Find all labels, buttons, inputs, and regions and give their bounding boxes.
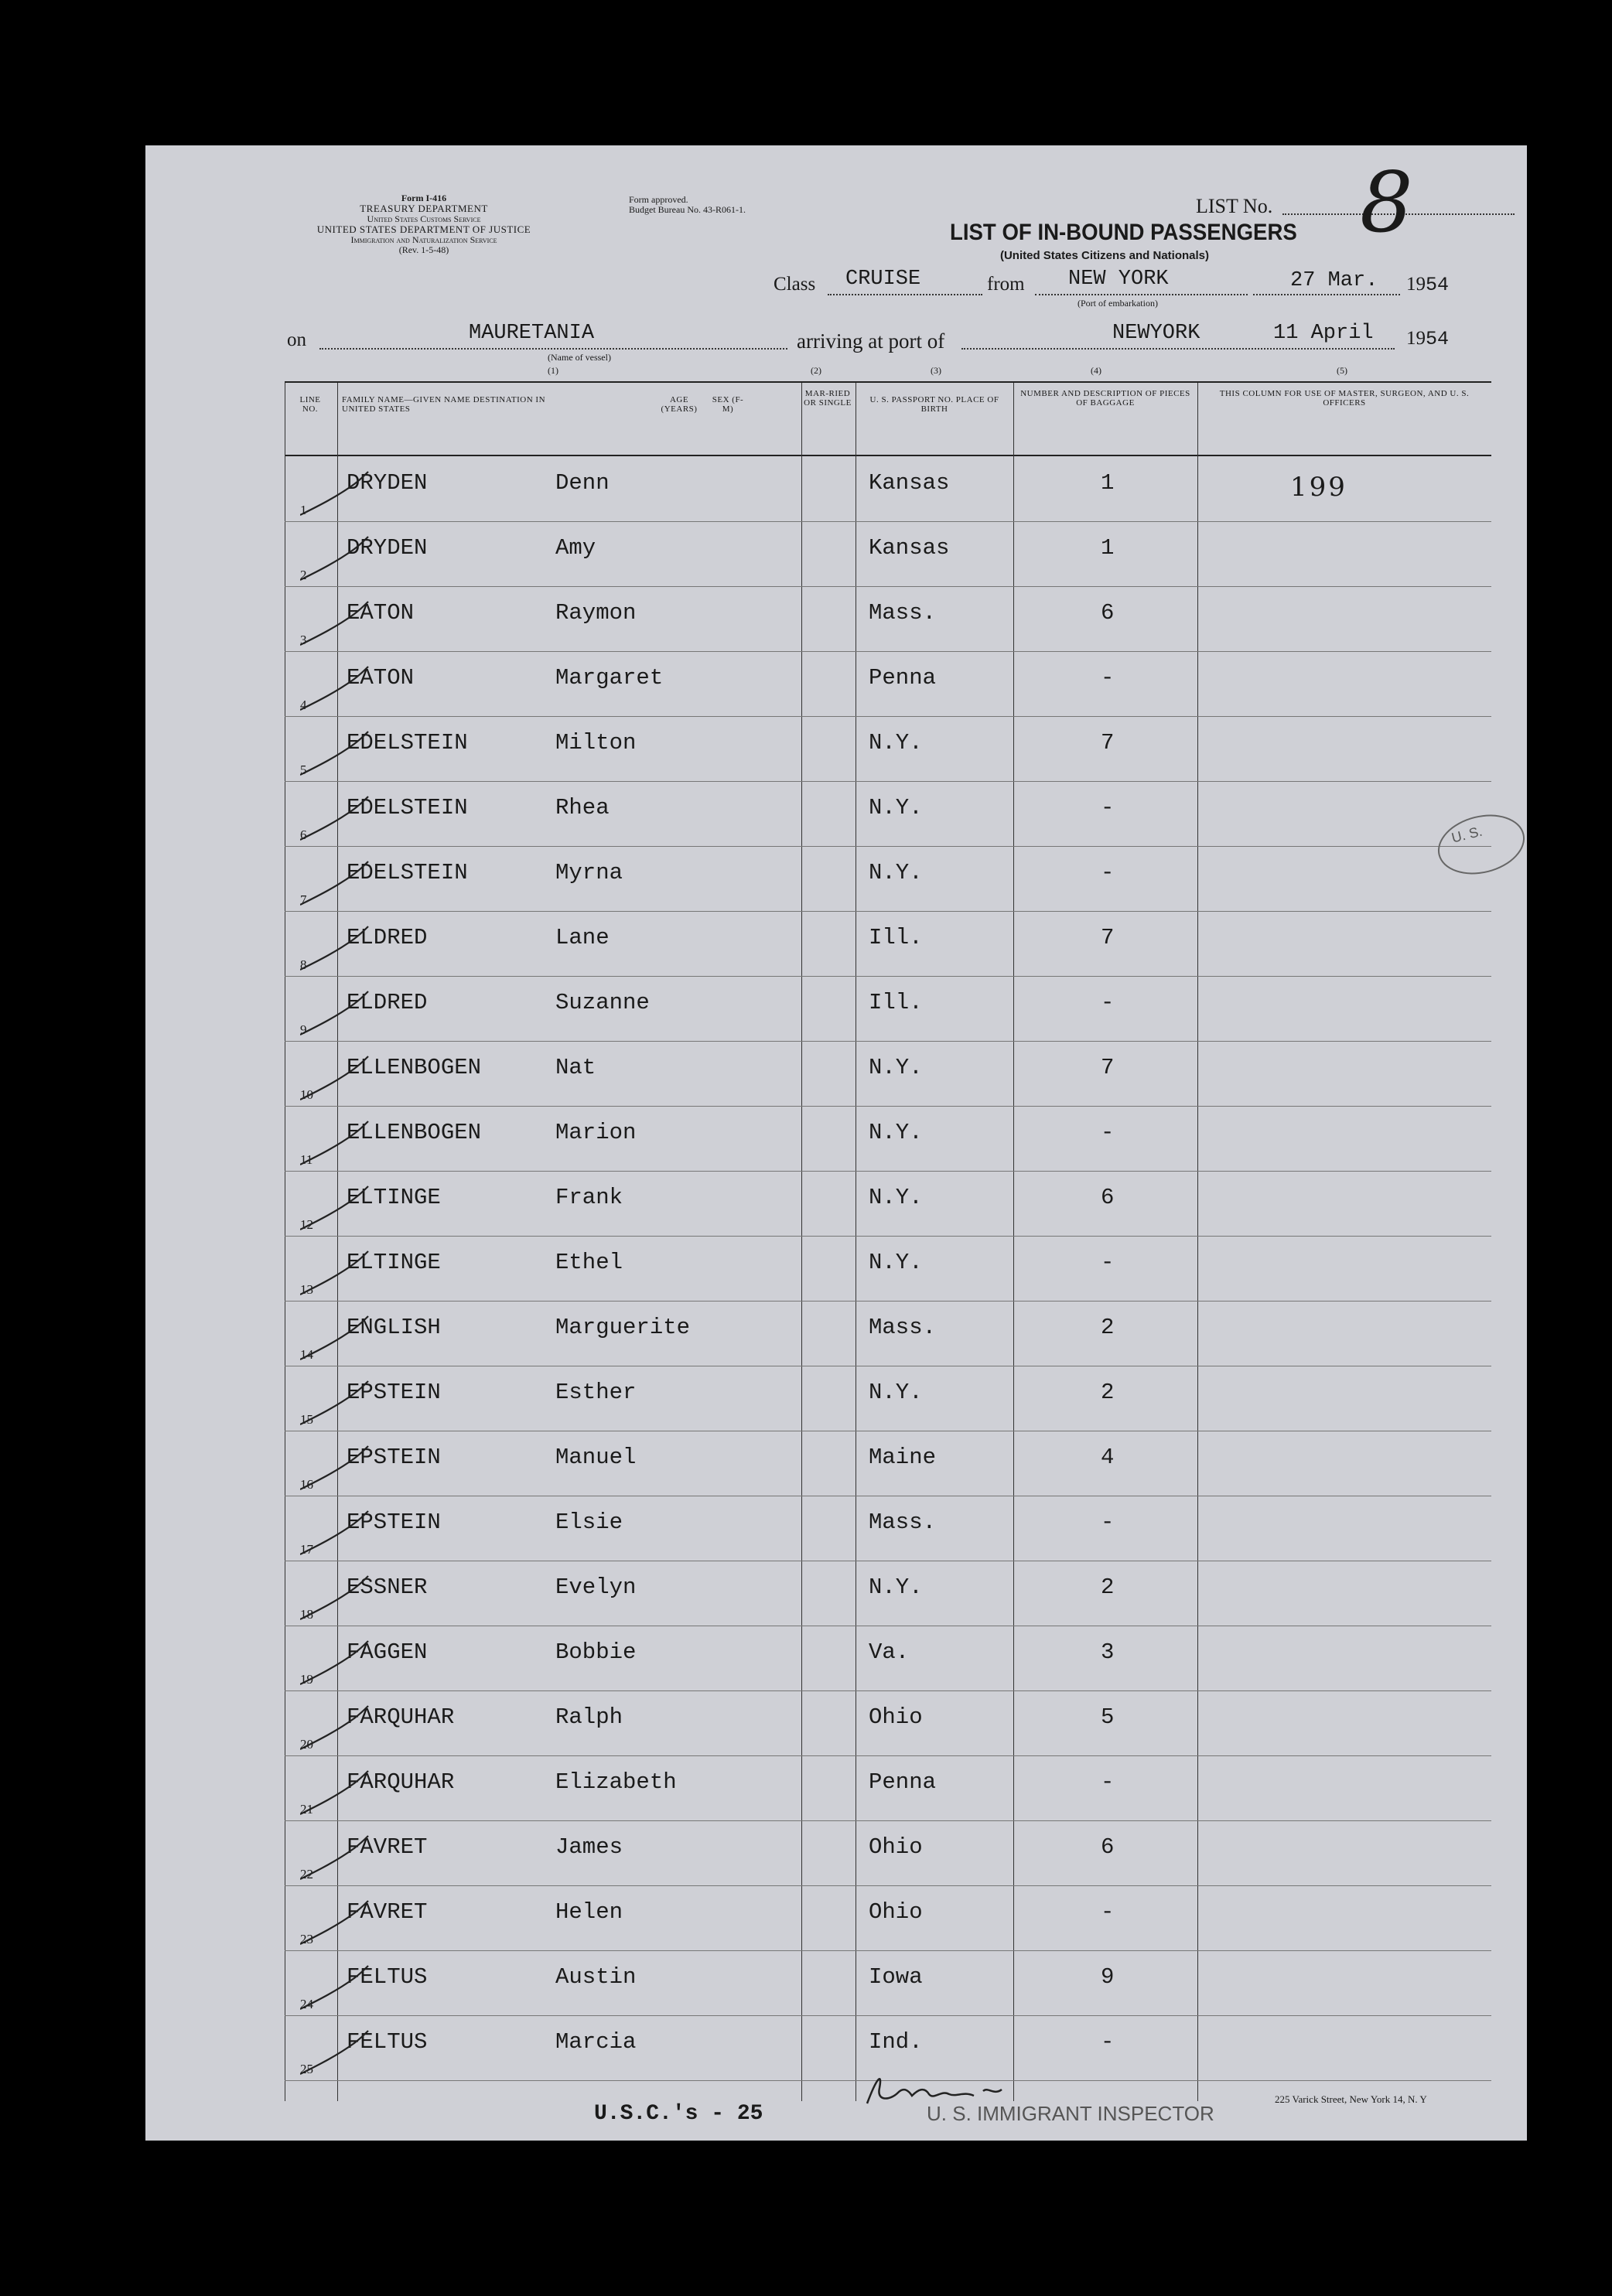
check-mark [300, 1834, 370, 1881]
citizen-total: U.S.C.'s - 25 [594, 2102, 763, 2126]
line-number: 22 [300, 1867, 313, 1881]
arrival-year-digits: 54 [1426, 328, 1450, 350]
baggage-count: 6 [1101, 1185, 1115, 1210]
table-row [285, 1690, 1491, 1756]
family-name: ELTINGE [347, 1250, 441, 1275]
given-name: Suzanne [555, 990, 650, 1015]
list-no-label: LIST No. [1196, 195, 1273, 217]
col-num-1: (1) [548, 365, 558, 376]
ins-service: Immigration and Naturalization Service [350, 234, 497, 245]
place-of-birth: Mass. [869, 600, 937, 626]
family-name: FAGGEN [347, 1639, 428, 1665]
header-line-no: LINE NO. [299, 395, 321, 414]
baggage-count: - [1101, 860, 1115, 885]
check-mark [300, 860, 370, 906]
table-row [285, 1885, 1491, 1951]
given-name: Rhea [555, 795, 610, 820]
check-mark [300, 1445, 370, 1491]
table-row [285, 1950, 1491, 2016]
table-row [285, 1431, 1491, 1496]
check-mark [300, 990, 370, 1036]
given-name: Nat [555, 1055, 596, 1080]
table-row [285, 1106, 1491, 1172]
baggage-count: - [1101, 2029, 1115, 2055]
place-of-birth: Kansas [869, 470, 950, 496]
line-number: 25 [300, 2062, 313, 2076]
given-name: Amy [555, 535, 596, 561]
check-mark [300, 2029, 370, 2076]
header-passport: U. S. PASSPORT NO. PLACE OF BIRTH [869, 395, 999, 414]
depart-year-digits: 54 [1426, 274, 1450, 296]
table-row [285, 1236, 1491, 1302]
header-name: FAMILY NAME—GIVEN NAME DESTINATION IN UNITED STATES [342, 395, 546, 414]
header-age: AGE (YEARS) [661, 395, 698, 414]
baggage-count: 7 [1101, 1055, 1115, 1080]
from-value: NEW YORK [1068, 268, 1169, 291]
check-mark [300, 600, 370, 646]
check-mark [300, 1510, 370, 1556]
budget-text: Budget Bureau No. 43-R061-1. [629, 204, 746, 215]
baggage-count: 7 [1101, 925, 1115, 950]
place-of-birth: Ill. [869, 925, 923, 950]
arrival-port: NEWYORK [1112, 322, 1200, 345]
baggage-count: 9 [1101, 1964, 1115, 1990]
baggage-count: - [1101, 795, 1115, 820]
class-line [828, 294, 982, 295]
given-name: Marion [555, 1120, 637, 1145]
stamp-text: U. S. [1450, 823, 1484, 846]
family-name: EPSTEIN [347, 1510, 441, 1535]
line-number: 24 [300, 1997, 313, 2011]
baggage-count: - [1101, 1510, 1115, 1535]
header-sex: SEX (F-M) [712, 395, 744, 414]
check-mark [300, 665, 370, 711]
table-row [285, 1626, 1491, 1691]
given-name: Marcia [555, 2029, 637, 2055]
table-row [285, 781, 1491, 847]
family-name: FARQUHAR [347, 1769, 455, 1795]
table-row [285, 1496, 1491, 1561]
line-number: 16 [300, 1477, 313, 1492]
given-name: Frank [555, 1185, 623, 1210]
depart-year [1406, 274, 1449, 296]
baggage-count: 6 [1101, 600, 1115, 626]
place-of-birth: N.Y. [869, 1120, 923, 1145]
from-label: from [987, 274, 1025, 295]
line-number: 10 [300, 1087, 313, 1102]
baggage-count: 2 [1101, 1574, 1115, 1600]
place-of-birth: Ohio [869, 1704, 923, 1730]
passenger-table [285, 381, 1491, 2101]
form-header-left [285, 193, 563, 255]
col-num-4: (4) [1091, 365, 1101, 376]
place-of-birth: N.Y. [869, 1185, 923, 1210]
justice-dept: UNITED STATES DEPARTMENT OF JUSTICE [316, 223, 531, 235]
family-name: FAVRET [347, 1899, 428, 1925]
check-mark [300, 730, 370, 776]
table-row [285, 1755, 1491, 1821]
baggage-count: 1 [1101, 470, 1115, 496]
baggage-count: - [1101, 665, 1115, 691]
depart-date: 27 Mar. [1290, 269, 1378, 292]
family-name: FELTUS [347, 2029, 428, 2055]
family-name: DRYDEN [347, 470, 428, 496]
treasury-dept: TREASURY DEPARTMENT [360, 203, 488, 214]
family-name: EDELSTEIN [347, 860, 468, 885]
year-prefix: 19 [1406, 328, 1426, 349]
line-number: 7 [300, 892, 307, 907]
col-num-2: (2) [811, 365, 821, 376]
customs-service: United States Customs Service [367, 213, 481, 224]
place-of-birth: Ohio [869, 1834, 923, 1860]
family-name: EDELSTEIN [347, 730, 468, 756]
place-of-birth: Iowa [869, 1964, 923, 1990]
line-number: 14 [300, 1347, 313, 1362]
baggage-count: 5 [1101, 1704, 1115, 1730]
place-of-birth: Mass. [869, 1510, 937, 1535]
line-number: 21 [300, 1802, 313, 1817]
given-name: Raymon [555, 600, 637, 626]
baggage-count: - [1101, 990, 1115, 1015]
baggage-count: 2 [1101, 1315, 1115, 1340]
given-name: Elsie [555, 1510, 623, 1535]
printer-imprint: 225 Varick Street, New York 14, N. Y [1275, 2093, 1427, 2105]
given-name: Austin [555, 1964, 637, 1990]
check-mark [300, 1055, 370, 1101]
class-value: CRUISE [845, 268, 921, 291]
place-of-birth: Mass. [869, 1315, 937, 1340]
line-number: 9 [300, 1022, 307, 1037]
family-name: ELTINGE [347, 1185, 441, 1210]
place-of-birth: Penna [869, 1769, 937, 1795]
place-of-birth: Ohio [869, 1899, 923, 1925]
table-row [285, 1561, 1491, 1626]
line-number: 11 [300, 1152, 313, 1167]
header-married: MAR-RIED OR SINGLE [804, 389, 852, 408]
given-name: Ethel [555, 1250, 623, 1275]
place-of-birth: Ill. [869, 990, 923, 1015]
baggage-count: 6 [1101, 1834, 1115, 1860]
baggage-count: - [1101, 1250, 1115, 1275]
list-number: 8 [1360, 155, 1413, 251]
manifest-sheet [145, 145, 1527, 2141]
check-mark [300, 470, 370, 517]
place-of-birth: N.Y. [869, 1574, 923, 1600]
line-number: 15 [300, 1412, 313, 1427]
baggage-count: 7 [1101, 730, 1115, 756]
place-of-birth: Kansas [869, 535, 950, 561]
form-approval [629, 195, 876, 215]
table-row [285, 1820, 1491, 1886]
given-name: Ralph [555, 1704, 623, 1730]
family-name: ELDRED [347, 925, 428, 950]
given-name: Milton [555, 730, 637, 756]
line-number: 23 [300, 1932, 313, 1946]
line-number: 6 [300, 827, 307, 842]
line-number: 13 [300, 1282, 313, 1297]
given-name: Marguerite [555, 1315, 691, 1340]
check-mark [300, 925, 370, 971]
given-name: Helen [555, 1899, 623, 1925]
line-number: 12 [300, 1217, 313, 1232]
line-number: 5 [300, 762, 307, 777]
place-of-birth: Va. [869, 1639, 910, 1665]
check-mark [300, 1639, 370, 1686]
vessel-line [319, 348, 787, 350]
family-name: FAVRET [347, 1834, 428, 1860]
check-mark [300, 1315, 370, 1361]
family-name: ELLENBOGEN [347, 1120, 482, 1145]
table-row [285, 1041, 1491, 1107]
class-label: Class [774, 274, 816, 295]
line-number: 18 [300, 1607, 313, 1622]
table-row [285, 911, 1491, 977]
place-of-birth: N.Y. [869, 795, 923, 820]
given-name: Bobbie [555, 1639, 637, 1665]
vessel-name: MAURETANIA [469, 322, 595, 345]
place-of-birth: N.Y. [869, 1380, 923, 1405]
line-number: 19 [300, 1672, 313, 1687]
given-name: Manuel [555, 1445, 637, 1470]
family-name: EATON [347, 600, 415, 626]
on-label: on [287, 329, 306, 350]
line-number: 4 [300, 698, 307, 712]
given-name: Myrna [555, 860, 623, 885]
check-mark [300, 1185, 370, 1231]
place-of-birth: N.Y. [869, 860, 923, 885]
family-name: FELTUS [347, 1964, 428, 1990]
arrival-line [961, 348, 1395, 350]
check-mark [300, 1380, 370, 1426]
table-row [285, 1301, 1491, 1366]
check-mark [300, 1899, 370, 1946]
family-name: FARQUHAR [347, 1704, 455, 1730]
table-row [285, 586, 1491, 652]
check-mark [300, 1769, 370, 1816]
family-name: EPSTEIN [347, 1445, 441, 1470]
given-name: Lane [555, 925, 610, 950]
place-of-birth: N.Y. [869, 1250, 923, 1275]
family-name: EATON [347, 665, 415, 691]
check-mark [300, 535, 370, 582]
given-name: Elizabeth [555, 1769, 677, 1795]
family-name: ELDRED [347, 990, 428, 1015]
table-row [285, 521, 1491, 587]
table-row [285, 1171, 1491, 1237]
arrival-year [1406, 328, 1449, 350]
line-number: 3 [300, 633, 307, 647]
place-of-birth: Maine [869, 1445, 937, 1470]
place-of-birth: N.Y. [869, 730, 923, 756]
family-name: DRYDEN [347, 535, 428, 561]
check-mark [300, 1250, 370, 1296]
from-line [1035, 294, 1248, 295]
table-row [285, 1366, 1491, 1431]
form-title: LIST OF IN-BOUND PASSENGERS [950, 220, 1297, 245]
line-number: 8 [300, 957, 307, 972]
line-number: 20 [300, 1737, 313, 1752]
baggage-count: - [1101, 1899, 1115, 1925]
embark-caption: (Port of embarkation) [1078, 298, 1158, 309]
baggage-count: 2 [1101, 1380, 1115, 1405]
check-mark [300, 795, 370, 841]
place-of-birth: N.Y. [869, 1055, 923, 1080]
check-mark [300, 1964, 370, 2011]
family-name: EPSTEIN [347, 1380, 441, 1405]
family-name: ELLENBOGEN [347, 1055, 482, 1080]
baggage-count: 4 [1101, 1445, 1115, 1470]
line-number: 1 [300, 503, 307, 517]
given-name: Denn [555, 470, 610, 496]
baggage-count: 3 [1101, 1639, 1115, 1665]
table-header [285, 383, 1491, 456]
inspector-label: U. S. IMMIGRANT INSPECTOR [927, 2102, 1214, 2125]
baggage-count: 1 [1101, 535, 1115, 561]
arriving-label: arriving at port of [797, 329, 945, 353]
family-name: EDELSTEIN [347, 795, 468, 820]
depart-date-line [1253, 294, 1400, 295]
table-row [285, 716, 1491, 782]
line-number: 17 [300, 1542, 313, 1557]
officer-note: 199 [1290, 472, 1347, 503]
place-of-birth: Penna [869, 665, 937, 691]
baggage-count: - [1101, 1769, 1115, 1795]
form-number: Form I-416 [401, 193, 447, 203]
year-prefix: 19 [1406, 274, 1426, 295]
given-name: James [555, 1834, 623, 1860]
given-name: Esther [555, 1380, 637, 1405]
header-officers: THIS COLUMN FOR USE OF MASTER, SURGEON, AND U. S. OFFICERS [1219, 389, 1470, 408]
place-of-birth: Ind. [869, 2029, 923, 2055]
col-num-3: (3) [931, 365, 941, 376]
col-num-5: (5) [1337, 365, 1347, 376]
header-baggage: NUMBER AND DESCRIPTION OF PIECES OF BAGGAGE [1020, 389, 1190, 408]
given-name: Margaret [555, 665, 664, 691]
table-row [285, 651, 1491, 717]
baggage-count: - [1101, 1120, 1115, 1145]
check-mark [300, 1574, 370, 1621]
table-row [285, 976, 1491, 1042]
approval-text: Form approved. [629, 194, 688, 205]
check-mark [300, 1120, 370, 1166]
arrival-date: 11 April [1273, 322, 1374, 345]
family-name: ESSNER [347, 1574, 428, 1600]
check-mark [300, 1704, 370, 1751]
given-name: Evelyn [555, 1574, 637, 1600]
family-name: ENGLISH [347, 1315, 441, 1340]
revision: (Rev. 1-5-48) [398, 244, 449, 255]
vessel-caption: (Name of vessel) [548, 352, 611, 363]
table-row [285, 846, 1491, 912]
form-subtitle: (United States Citizens and Nationals) [999, 249, 1210, 262]
line-number: 2 [300, 568, 307, 582]
